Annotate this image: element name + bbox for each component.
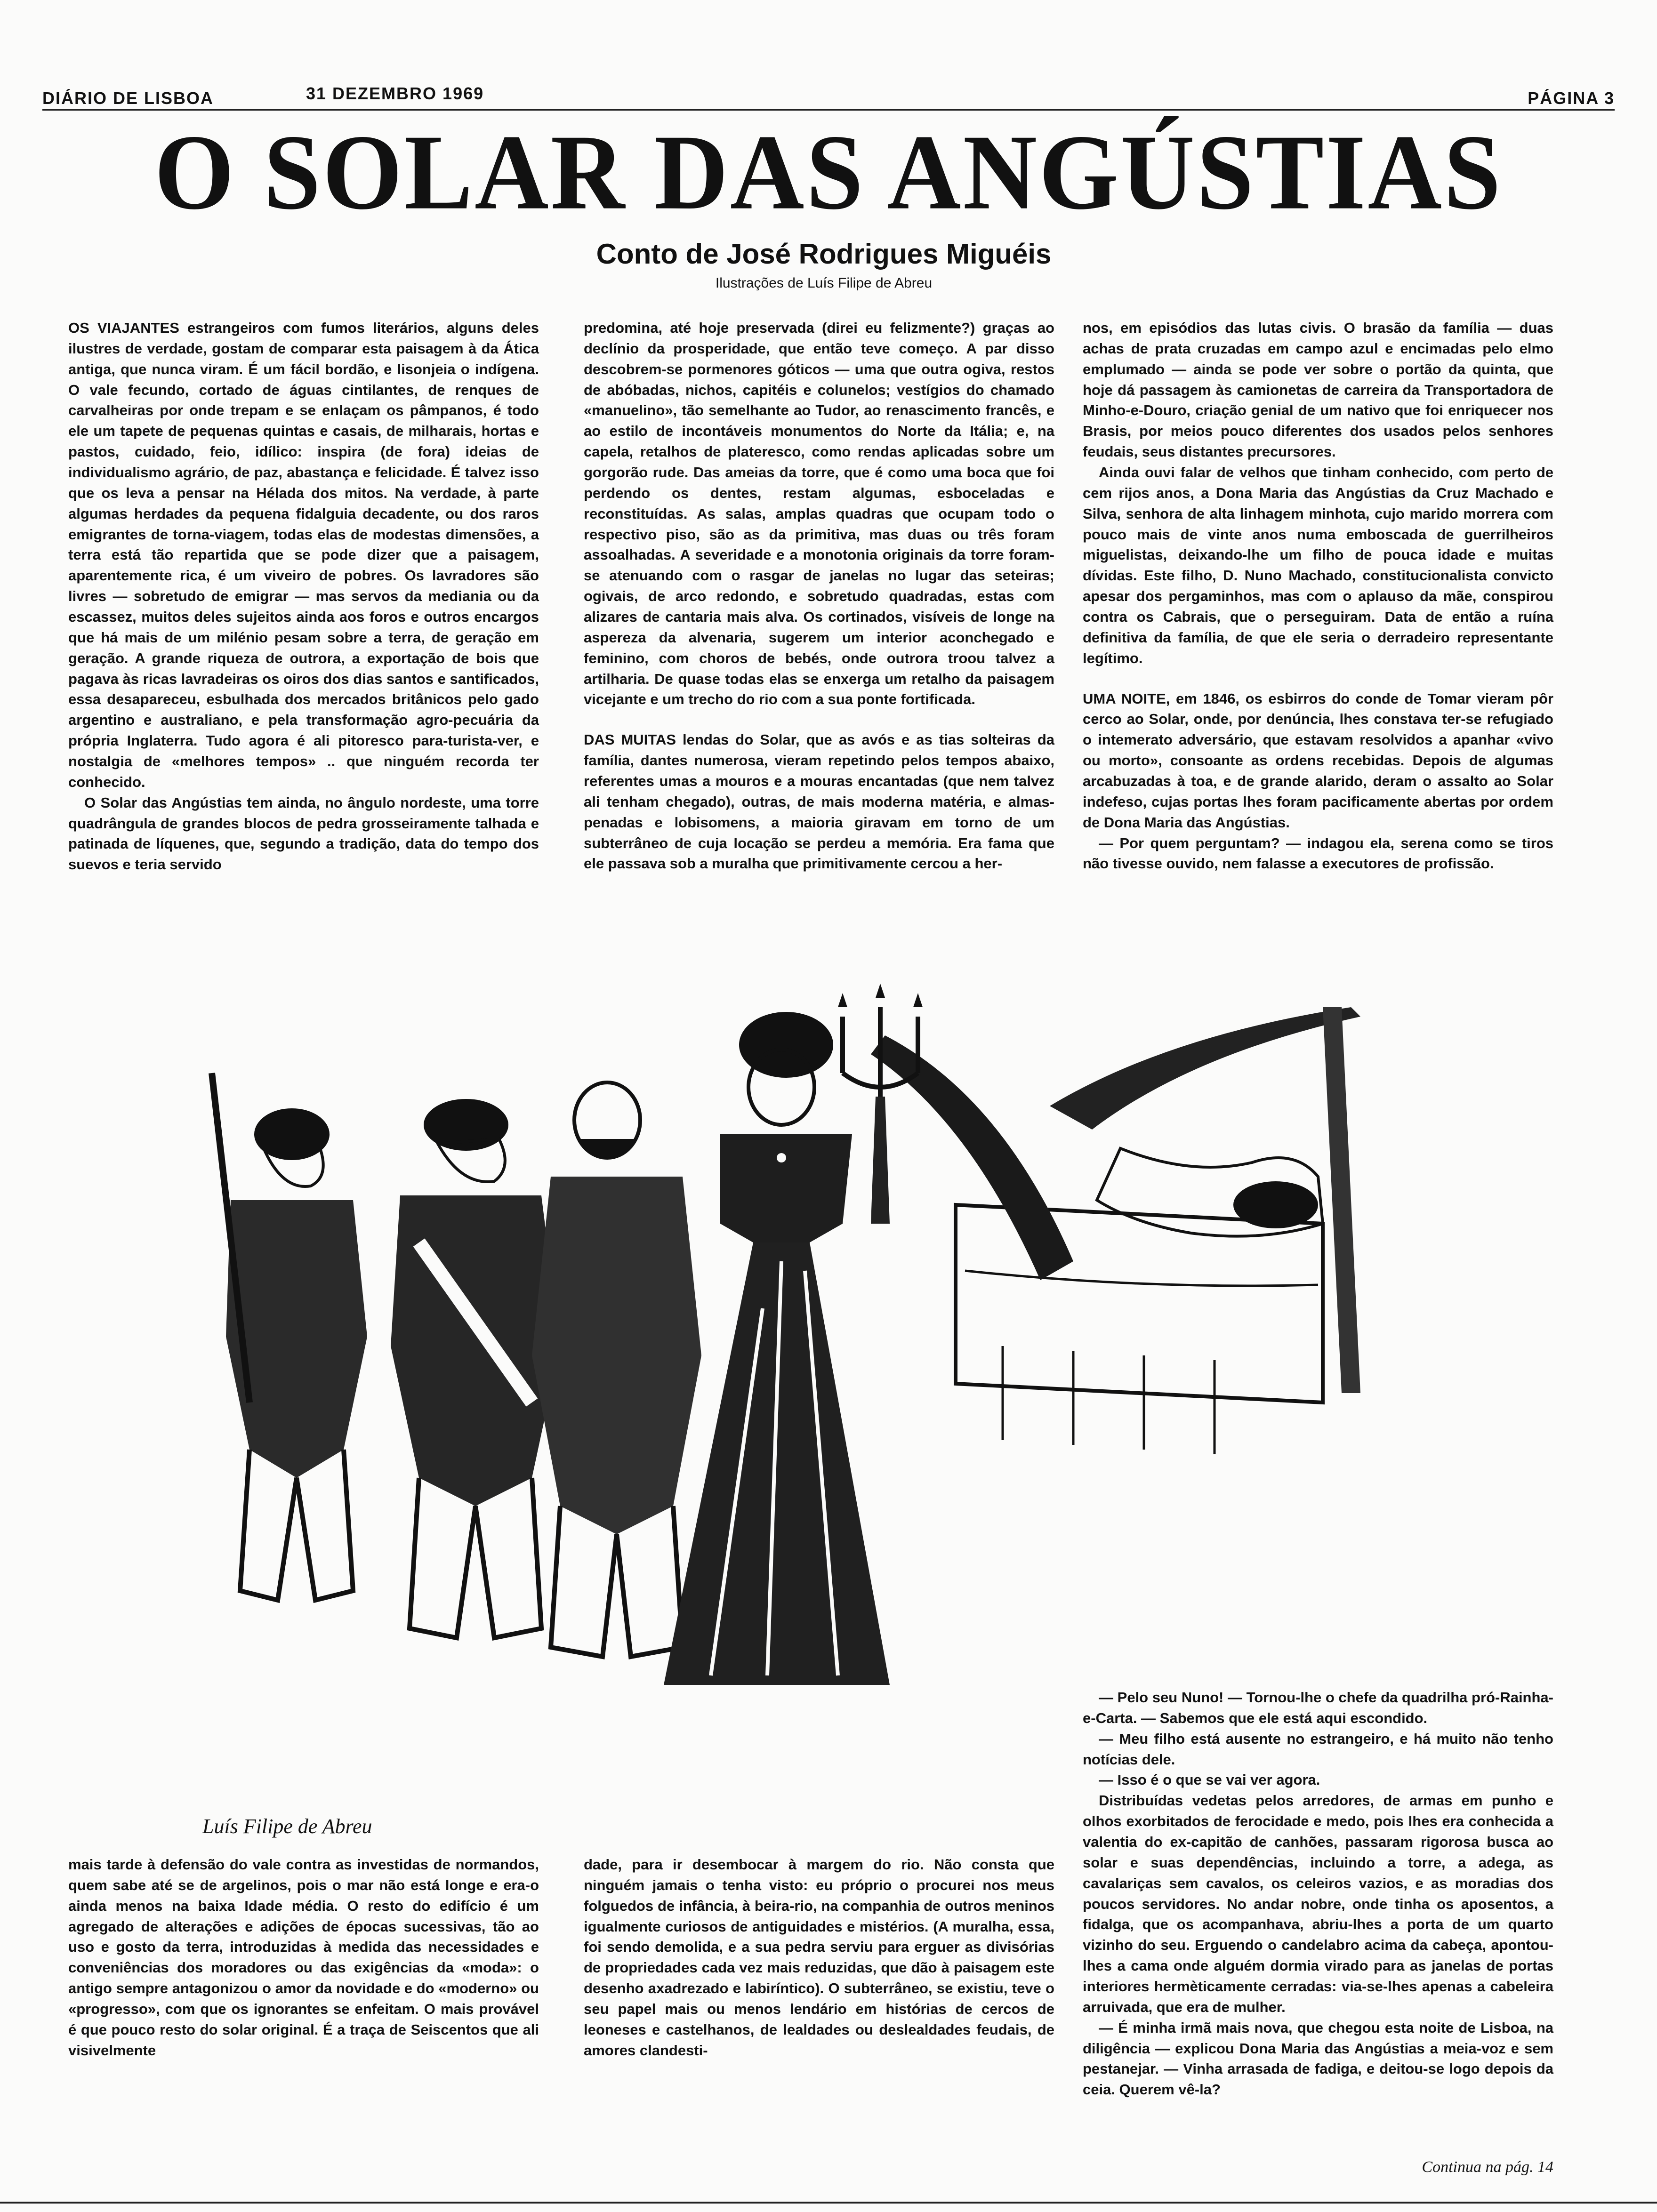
text-column-5 xyxy=(584,1854,1054,2061)
running-head xyxy=(42,84,1615,112)
text-column-2 xyxy=(584,318,1054,874)
newspaper-name: DIÁRIO DE LISBOA xyxy=(42,88,214,108)
text-column-3 xyxy=(1083,318,1553,874)
story-illustration xyxy=(155,979,1379,1694)
continued-notice: Continua na pág. 14 xyxy=(1422,2158,1553,2176)
paragraph: — É minha irmã mais nova, que chegou esta noite de Lisboa, na diligência — explicou Dona Maria das Angústias a meia-voz e sem pestanejar. — Vinha arrasada de fadiga, e deitou-se logo depois da ceia. Querem vê-la? xyxy=(1083,2019,1553,2098)
illustrator-signature: Luís Filipe de Abreu xyxy=(202,1815,372,1838)
paragraph: dade, para ir desembocar à margem do rio. Não consta que ninguém jamais o tenha visto: eu próprio o procurei nos meus folguedos de infância, à beira-rio, na companhia de outros meninos igualmente curiosos de antiguidades e mistérios. (A muralha, essa, foi sendo demolida, e a sua pedra serviu para erguer as divisórias de propriedades cada vez mais reduzidas, que dão à paisagem este desenho axadrezado e labiríntico). O subterrâneo, se existiu, teve o seu papel mais ou menos lendário em histórias de cercos de leoneses e castelhanos, de lealdades ou deslealdades feudais, de amores clandesti- xyxy=(584,1856,1054,2059)
paragraph: predomina, até hoje preservada (direi eu felizmente?) graças ao declínio da prosperidade, que então teve começo. A par disso descobrem-se pormenores góticos — uma que outra ogiva, restos de abóbadas, nichos, capitéis e colunelos; vestígios do chamado «manuelino», tão semelhante ao Tudor, ao renascimento francês, e ao estilo de incontáveis monumentos do Norte da Itália; e, na capela, retalhos de plateresco, como rendas aplicadas sobre um gorgorão rude. Das ameias da torre, que é como uma boca que foi perdendo os dentes, restam algumas, esboceladas e reconstituídas. As salas, amplas quadras que ocupam todo o respectivo piso, são as da primitiva, mas duas ou três foram assoalhadas. A severidade e a monotonia originais da torre foram-se atenuando com o rasgar de janelas no lugar das seteiras; ogivais, de arco redondo, e sobretudo quadradas, estas com alizares de cantaria mais alva. Os cortinados, visíveis de longe na aspereza da alvenaria, sugerem um interior aconchegado e feminino, com choros de bebés, onde outrora troou talvez a artilharia. De quase todas elas se enxerga um retalho da paisagem vicejante e um trecho do rio com a sua ponte fortificada. xyxy=(584,320,1054,708)
paragraph: nos, em episódios das lutas civis. O brasão da família — duas achas de prata cruzadas em campo azul e encimadas pelo elmo emplumado — ainda se pode ver sobre o portão da quinta, que hoje dá passagem às camionetas de carreira da Transportadora de Minho-e-Douro, criação genial de um nativo que foi enriquecer nos Brasis, por meios pouco diferentes dos usados pelos senhores feudais, seus distantes precursores. xyxy=(1083,320,1553,460)
issue-date: 31 DEZEMBRO 1969 xyxy=(306,84,484,103)
paragraph: UMA NOITE, em 1846, os esbirros do conde de Tomar vieram pôr cerco ao Solar, onde, por denúncia, lhes constava ter-se refugiado o intemerato adversário, que estavam resolvidos a apanhar «vivo ou morto», consoante as ordens recebidas. Depois de algumas arcabuzadas à toa, e de grande alarido, deram o assalto ao Solar indefeso, cujas portas lhes foram pacificamente abertas por ordem de Dona Maria das Angústias. xyxy=(1083,690,1553,831)
paragraph: — Pelo seu Nuno! — Tornou-lhe o chefe da quadrilha pró-Rainha-e-Carta. — Sabemos que ele está aqui escondido. xyxy=(1083,1689,1553,1726)
paragraph: OS VIAJANTES estrangeiros com fumos literários, alguns deles ilustres de verdade, gostam de comparar esta paisagem à da Ática antiga, que nunca viram. É um fácil bordão, e lisonjeia o indígena. O vale fecundo, cortado de águas cintilantes, de renques de carvalheiras por onde trepam e se enlaçam os pâmpanos, é todo ele um tapete de pequenas quintas e casais, de milharais, hortas e pastos, cuidado, feio, idílico: inspira (de fora) ideias de individualismo agrário, de paz, abastança e felicidade. É talvez isso que os leva a pensar na Hélada dos mitos. Na verdade, à parte algumas herdades da pequena fidalguia decadente, ou dos raros emigrantes de torna-viagem, todas elas de modestas dimensões, a terra está tão repartida que se pode dizer que a paisagem, aparentemente rica, é um viveiro de pobres. Os lavradores são livres — sobretudo de emigrar — mas servos da mediania ou da escassez, muitos deles sujeitos ainda aos foros e outros encargos que há mais de um milénio pesam sobre a terra, de geração em geração. A grande riqueza de outrora, a exportação de bois que pagava às ricas lavradeiras os oiros dos dias santos e santificados, essa desapareceu, esbulhada dos mercados britânicos pelo gado argentino e australiano, e pela transformação agro-pecuária da própria Inglaterra. Tudo agora é ali pitoresco para-turista-ver, e nostalgia de «melhores tempos» .. que ninguém recorda ter conhecido. xyxy=(68,320,539,790)
article-title: O SOLAR DAS ANGÚSTIAS xyxy=(154,112,1503,232)
illustration-credit: Ilustrações de Luís Filipe de Abreu xyxy=(715,275,933,291)
paragraph: — Isso é o que se vai ver agora. xyxy=(1099,1771,1320,1788)
text-column-6 xyxy=(1083,1687,1553,2100)
page-number: PÁGINA 3 xyxy=(1528,88,1615,108)
article-byline: Conto de José Rodrigues Miguéis xyxy=(596,238,1052,270)
paragraph: Distribuídas vedetas pelos arredores, de armas em punho e olhos exorbitados de ferocidade e medo, pois lhes era conhecida a valentia do ex-capitão de canhões, passaram rigorosa busca ao solar e suas dependências, incluindo a torre, a adega, as cavalariças sem cavalos, os celeiros vazios, e as moradias dos poucos servidores. No andar nobre, onde tinha os aposentos, a fidalga, que os acompanhava, abriu-lhes a porta de um quarto vizinho do seu. Erguendo o candelabro acima da cabeça, apontou-lhes a cama onde alguém dormia virado para as janelas de portas interiores hermèticamente cerradas: via-se-lhes apenas a cabeleira arruivada, que era de mulher. xyxy=(1083,1792,1553,2015)
header-rule xyxy=(42,109,1615,111)
text-column-4 xyxy=(68,1854,539,2061)
paragraph: — Meu filho está ausente no estrangeiro, e há muito não tenho notícias dele. xyxy=(1083,1730,1553,1768)
paragraph: DAS MUITAS lendas do Solar, que as avós e as tias solteiras da família, dantes numerosa, vieram repetindo pelos tempos abaixo, referentes umas a mouros e a mouras encantadas (que nem talvez ali tenham chegado), outras, de mais moderna matéria, e almas-penadas e lobisomens, a maioria giravam em torno de um subterrâneo de cuja locação se perdeu a memória. Era fama que ele passava sob a muralha que primitivamente cercou a her- xyxy=(584,731,1054,872)
paragraph: mais tarde à defensão do vale contra as investidas de normandos, quem sabe até se de argelinos, pois o mar não está longe e era-o ainda menos na baixa Idade média. O resto do edifício é um agregado de alterações e adições de épocas sucessivas, tão ao uso e gosto da terra, introduzidas à medida das necessidades e conveniências dos moradores ou das exigências da «moda»: o antigo sempre antagonizou o amor da novidade e do «moderno» ou «progresso», com que os ignorantes se enfeitam. O mais provável é que pouco resto do solar original. É a traça de Seiscentos que ali visivelmente xyxy=(68,1856,539,2059)
paragraph: Ainda ouvi falar de velhos que tinham conhecido, com perto de cem rijos anos, a Dona Maria das Angústias da Cruz Machado e Silva, senhora de alta linhagem minhota, cujo marido morrera com pouco mais de vinte anos numa emboscada de guerrilheiros miguelistas, deixando-lhe um filho de pouca idade e muitas dívidas. Este filho, D. Nuno Machado, constitucionalista convicto apesar dos pergaminhos, mas com o aplauso da mãe, conspirou contra os Cabrais, que o perseguiram. Data de então a ruína definitiva da família, de que ele seria o derradeiro representante legítimo. xyxy=(1083,464,1553,666)
footer-rule xyxy=(0,2202,1657,2204)
paragraph: — Por quem perguntam? — indagou ela, serena como se tiros não tivesse ouvido, nem falasse a executores de profissão. xyxy=(1083,834,1553,872)
paragraph: O Solar das Angústias tem ainda, no ângulo nordeste, uma torre quadrângula de grandes blocos de pedra grosseiramente talhada e patinada de líquenes, que, segundo a tradição, data do tempo dos suevos e teria servido xyxy=(68,794,539,873)
text-column-1 xyxy=(68,318,539,875)
